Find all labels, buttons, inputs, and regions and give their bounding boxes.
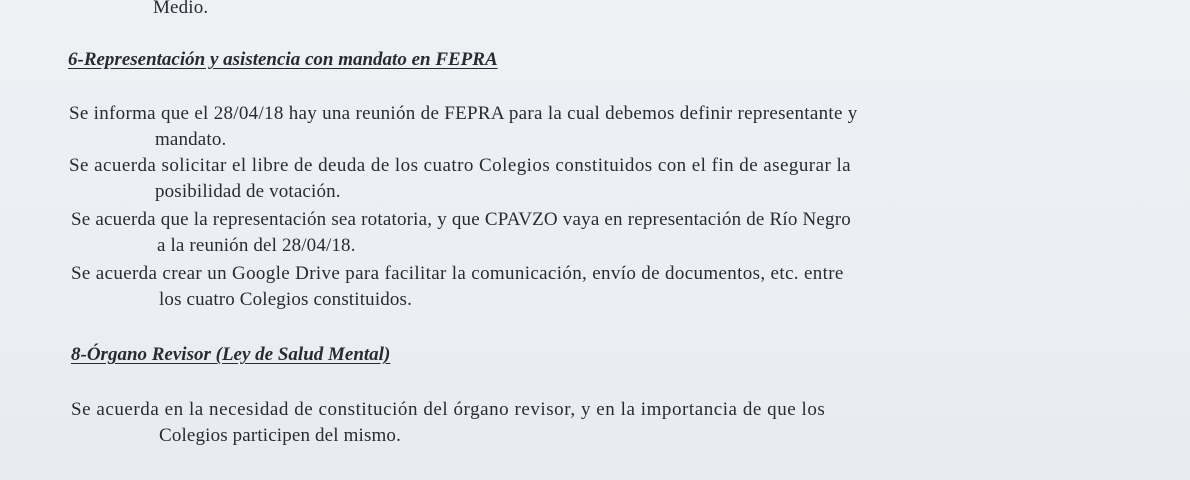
previous-fragment: Medio. (153, 0, 209, 18)
paragraph-line: Se acuerda solicitar el libre de deuda de los cuatro Colegios constituidos con el fin de asegurar la (69, 155, 852, 176)
section-6-heading: 6-Representación y asistencia con mandato en FEPRA (68, 49, 498, 70)
paragraph-line: Se acuerda en la necesidad de constitución del órgano revisor, y en la importancia de que los (71, 399, 826, 420)
section-8-heading: 8-Órgano Revisor (Ley de Salud Mental) (71, 344, 391, 365)
paragraph-line: Colegios participen del mismo. (159, 425, 401, 446)
paragraph-line: Se acuerda que la representación sea rotatoria, y que CPAVZO vaya en representación de Río Negro (71, 209, 851, 230)
paragraph-line: Se informa que el 28/04/18 hay una reunión de FEPRA para la cual debemos definir representante y (69, 103, 858, 124)
paragraph-line: los cuatro Colegios constituidos. (159, 289, 412, 310)
paragraph-line: Se acuerda crear un Google Drive para facilitar la comunicación, envío de documentos, etc. entre (71, 263, 844, 284)
paragraph-line: mandato. (155, 129, 227, 150)
paragraph-line: a la reunión del 28/04/18. (157, 235, 356, 256)
paragraph-line: posibilidad de votación. (155, 181, 341, 202)
